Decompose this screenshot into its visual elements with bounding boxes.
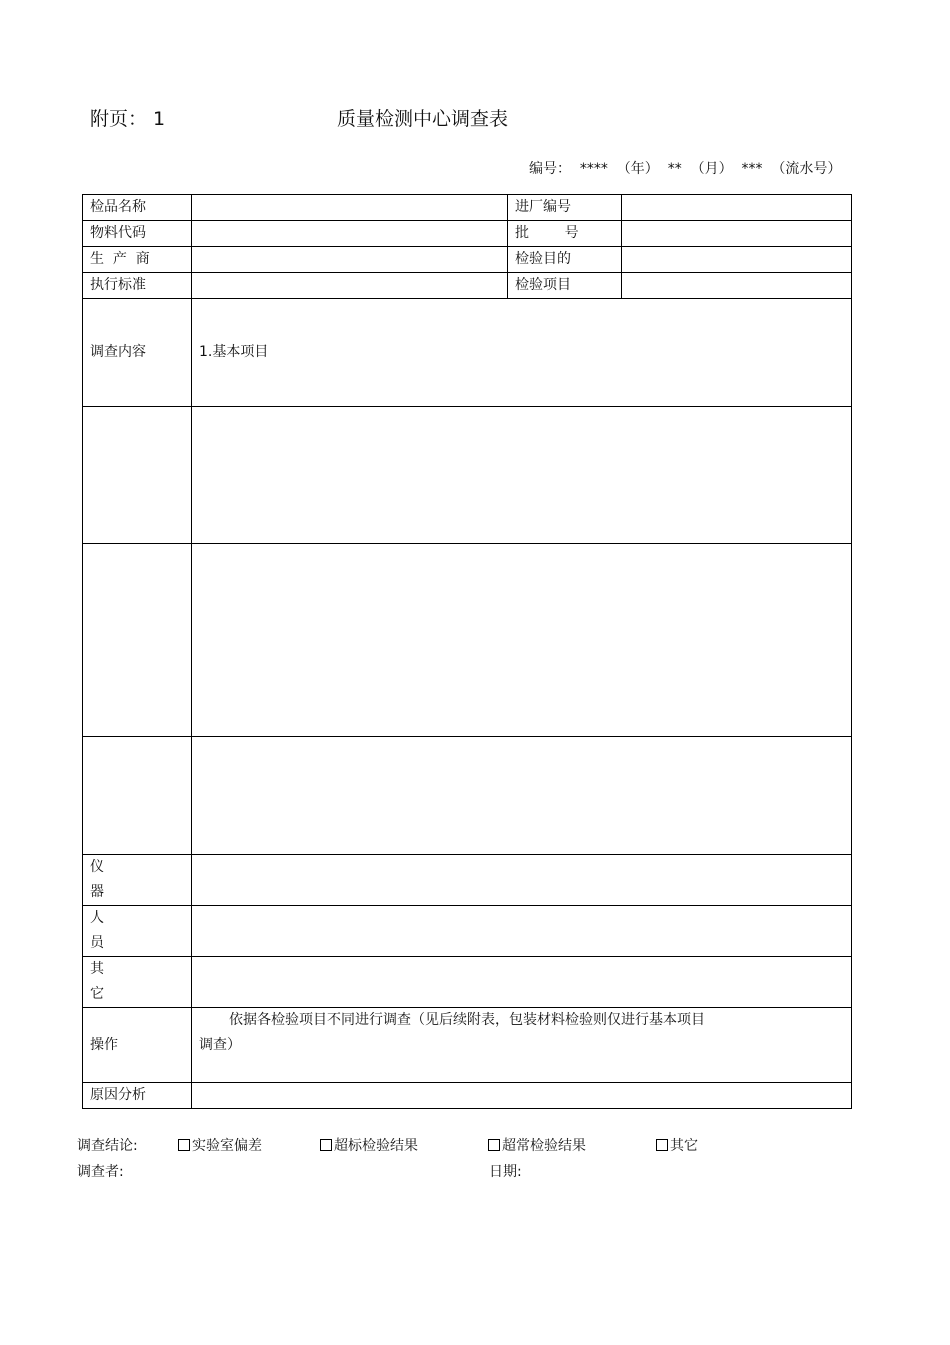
label-survey-content: 调查内容	[83, 299, 192, 407]
label-other-line-2: 它	[90, 986, 104, 1002]
form-row-other	[83, 957, 852, 1008]
option-oos-result[interactable]	[320, 1135, 418, 1155]
form-row-material-code	[83, 221, 852, 247]
field-cause-analysis	[192, 1083, 852, 1109]
field-batch-number[interactable]	[622, 221, 852, 247]
checkbox-oos-result[interactable]	[320, 1139, 332, 1151]
label-other	[83, 957, 192, 1008]
label-personnel	[83, 906, 192, 957]
checkbox-other[interactable]	[656, 1139, 668, 1151]
field-other[interactable]	[192, 957, 852, 1008]
investigator-label: 调查者:	[77, 1164, 124, 1180]
field-survey-content[interactable]: 1.基本项目	[192, 299, 852, 407]
label-operation: 操作	[83, 1008, 192, 1083]
option-oos-result-label: 超标检验结果	[334, 1138, 418, 1154]
form-row-manufacturer	[83, 247, 852, 273]
page-label: 附页： 1	[90, 108, 166, 130]
form-row-standard	[83, 273, 852, 299]
page-title: 质量检测中心调查表	[337, 108, 509, 130]
operation-text-line-1: 依据各检验项目不同进行调查（见后续附表，包装材料检验则仅进行基本项目	[229, 1012, 705, 1028]
option-other[interactable]	[656, 1135, 698, 1155]
field-manufacturer[interactable]	[192, 247, 508, 273]
label-instruments-line-2: 器	[90, 884, 104, 900]
form-row-operation	[83, 1008, 852, 1083]
label-manufacturer	[83, 247, 192, 273]
form-row-blank-3	[83, 737, 852, 855]
field-instruments[interactable]	[192, 855, 852, 906]
field-inspection-items[interactable]	[622, 273, 852, 299]
form-row-survey-content	[83, 299, 852, 407]
field-blank-1[interactable]	[192, 407, 852, 544]
option-other-label: 其它	[670, 1138, 698, 1154]
label-other-line-1: 其	[90, 961, 104, 977]
label-inspection-items: 检验项目	[508, 273, 622, 299]
label-instruments-line-1: 仪	[90, 859, 104, 875]
label-inspection-purpose: 检验目的	[508, 247, 622, 273]
form-row-instruments	[83, 855, 852, 906]
label-manufacturer-text: 生 产 商	[90, 251, 150, 267]
form-row-personnel	[83, 906, 852, 957]
field-product-name[interactable]	[192, 195, 508, 221]
label-personnel-line-1: 人	[90, 910, 104, 926]
field-blank-3[interactable]	[192, 737, 852, 855]
option-oot-result-label: 超常检验结果	[502, 1138, 586, 1154]
label-cause-analysis: 原因分析	[83, 1083, 192, 1109]
field-inspection-purpose[interactable]	[622, 247, 852, 273]
option-oot-result[interactable]	[488, 1135, 586, 1155]
survey-form-table	[82, 194, 852, 1109]
conclusion-label: 调查结论:	[77, 1138, 138, 1154]
label-product-name: 检品名称	[83, 195, 192, 221]
option-lab-deviation-label: 实验室偏差	[192, 1138, 262, 1154]
label-instruments	[83, 855, 192, 906]
label-blank-3	[83, 737, 192, 855]
label-blank-1	[83, 407, 192, 544]
label-material-code: 物料代码	[83, 221, 192, 247]
label-blank-2	[83, 544, 192, 737]
label-standard: 执行标准	[83, 273, 192, 299]
label-personnel-line-2: 员	[90, 935, 104, 951]
checkbox-oot-result[interactable]	[488, 1139, 500, 1151]
checkbox-lab-deviation[interactable]	[178, 1139, 190, 1151]
field-entry-number[interactable]	[622, 195, 852, 221]
field-operation[interactable]	[192, 1008, 852, 1083]
form-row-blank-2	[83, 544, 852, 737]
form-row-blank-1	[83, 407, 852, 544]
label-entry-number: 进厂编号	[508, 195, 622, 221]
field-material-code[interactable]	[192, 221, 508, 247]
field-blank-2[interactable]	[192, 544, 852, 737]
operation-text-line-2: 调查）	[199, 1037, 241, 1053]
form-row-cause-analysis	[83, 1083, 852, 1109]
option-lab-deviation[interactable]	[178, 1135, 262, 1155]
form-row-product-name	[83, 195, 852, 221]
label-batch-number-text: 批 号	[515, 225, 579, 241]
field-personnel[interactable]	[192, 906, 852, 957]
serial-number: 编号： **** （年） ** （月） *** （流水号）	[529, 161, 842, 177]
date-label: 日期:	[489, 1164, 522, 1180]
label-batch-number	[508, 221, 622, 247]
field-standard[interactable]	[192, 273, 508, 299]
